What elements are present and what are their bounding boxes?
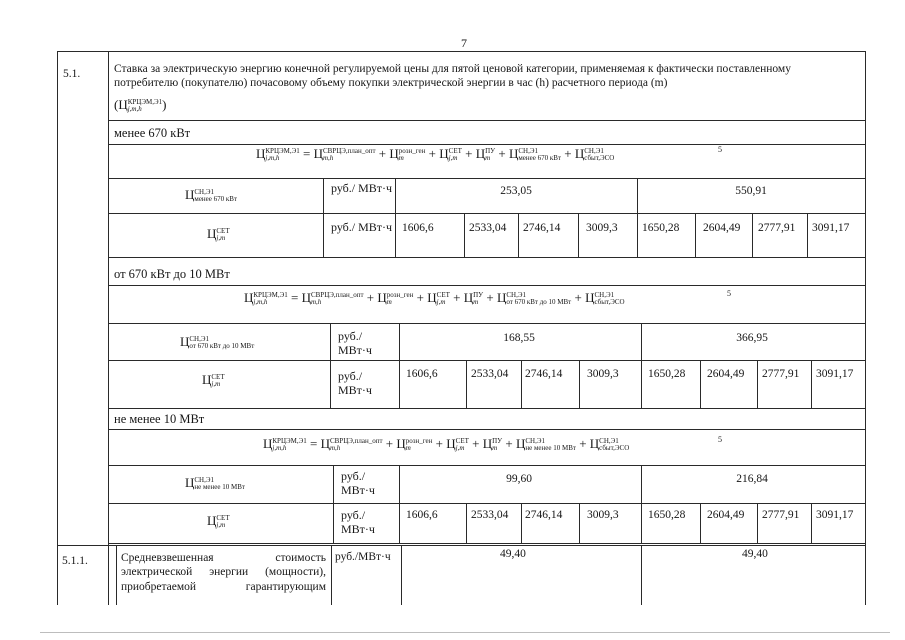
band-1-t1-sub: m,h [322,154,334,163]
band-2-formula [244,291,625,306]
band2-c4 [579,360,580,408]
subsection-text-divider [116,545,117,605]
band-3-formula-note: 5 [718,435,722,444]
band2-title-bottom [108,285,865,286]
subsection-description [121,551,326,594]
band-3-set-value: 2604,49 [707,509,745,521]
band-1-cn-index [194,189,237,203]
band-3-t5-sub: не менее 10 МВт [525,444,576,453]
title-symbol-sub: j,m,h [127,105,142,114]
band-3-plus5: + Ц [575,436,600,451]
band-1-lhs-index [265,148,299,162]
band-3-cn-symbol [185,476,245,491]
page-bottom-edge [40,632,890,633]
band-3-set-value: 2533,04 [471,509,509,521]
subsection-word: электрической [121,566,193,579]
section-bottom-border [57,545,865,546]
subsection-half-divider [641,545,642,605]
band-3-t4-index [492,438,502,452]
band3-formula-bottom [108,465,865,466]
band1-half-divider [637,178,638,257]
band-3-cn-value-right: 216,84 [736,473,768,485]
band1-row2-bottom [108,257,865,258]
subsection-word: стоимость [275,552,326,564]
band-1-set-value: 3091,17 [812,222,850,234]
section-number: 5.1. [63,68,81,80]
band-2-t4-sup: ПУ [473,291,484,300]
band-2-set-value: 3091,17 [816,368,854,380]
band-2-t6-index [594,292,624,306]
band1-title-bottom [108,144,865,145]
band-3-set-index [216,515,229,529]
band-2-t3-index [437,292,450,306]
band-2-t1-sub: m,h [310,298,322,307]
band-1-t6-sup: СН,Э1 [584,147,604,156]
band-2-cn-symbol [180,335,254,350]
band-1-set-value: 1606,6 [402,222,434,234]
subsection-label-divider [331,545,332,605]
band-1-set-sub: j,m [216,234,226,243]
subsection-value-right: 49,40 [742,548,768,560]
band-2-plus5: + Ц [571,290,595,305]
band-3-t4-sup: ПУ [492,437,503,446]
band-1-lhs-sup: КРЦЭМ,Э1 [265,147,300,156]
band-3-plus2: + Ц [432,436,456,451]
subsection-word: гарантирующим [245,580,326,593]
band-1-t5-sub: менее 670 кВт [518,154,562,163]
section-title-symbol: (Ц КРЦЭМ,Э1 j,m,h ) [114,97,167,114]
band2-row2-bottom [108,408,865,409]
band-2-t3-sup: СЕТ [436,291,450,300]
subsection-line [121,551,326,565]
table-top-border [57,51,865,52]
band-2-t5-index [506,292,571,306]
band-3-cn-unit: руб./ МВт·ч [341,469,375,497]
band3-label-divider [333,465,334,543]
band-1-set-value: 2746,14 [523,222,561,234]
band-3-set-sub: j,m [216,521,226,530]
band3-row2-bottom [108,543,865,544]
band-2-formula-note: 5 [727,289,731,298]
band-2-set-sup: СЕТ [211,373,225,382]
band3-row1-bottom [108,503,865,504]
subsection-line [121,565,326,579]
subsection-line [121,580,326,594]
band-3-lhs-sub: j,m,h [272,444,287,453]
band-2-set-value: 3009,3 [587,368,619,380]
band-1-set-value: 2604,49 [703,222,741,234]
band-2-t6-sup: СН,Э1 [594,291,615,300]
band-2-t3-sub: j,m [436,298,446,307]
page-number: 7 [461,36,467,50]
band-1-t6-index [584,148,614,162]
subsection-word: энергии [209,566,249,579]
band-3-t4-sub: m [492,444,498,453]
band-3-formula [263,437,629,452]
band3-c7 [757,503,758,543]
band-2-cn-index [189,336,254,350]
band-1-plus2: + Ц [425,146,449,161]
section-title-bottom [108,120,865,121]
band-3-set-base: Ц [207,513,217,528]
band-2-cn-value-left: 168,55 [503,332,535,344]
band1-c8 [807,213,808,257]
band-3-set-value: 3091,17 [816,509,854,521]
band-1-formula [256,147,614,162]
band-1-cn-sub: менее 670 кВт [194,195,238,204]
band3-c2 [466,503,467,543]
band-2-plus4: + Ц [483,290,507,305]
band-3-t2-sub: m [405,444,411,453]
band1-c4 [578,213,579,257]
band-1-set-index [216,228,229,242]
band1-formula-bottom [108,178,865,179]
band1-c2 [464,213,465,257]
band-3-plus3: + Ц [468,436,493,451]
band3-title-bottom [108,429,865,430]
band-3-eq: = Ц [306,436,330,451]
subsection-word: Средневзвешенная [121,552,214,564]
title-symbol-sup: КРЦЭМ,Э1 [127,98,163,107]
band-1-set-value: 3009,3 [586,222,618,234]
band3-half-divider [641,465,642,543]
subsection-word: приобретаемой [121,580,197,593]
band-2-t1-index [311,292,364,306]
band-1-t4-sub: m [485,154,491,163]
band-3-cn-index [194,477,245,491]
band-3-title: не менее 10 МВт [114,412,205,426]
band-1-t5-sup: СН,Э1 [518,147,538,156]
band-1-formula-note: 5 [718,145,722,154]
band-1-t3-index [449,148,462,162]
band-3-set-value: 1606,6 [406,509,438,521]
band-1-t2-sub: m [398,154,404,163]
subsection-word: (мощности), [265,566,326,579]
band-1-plus4: + Ц [495,146,519,161]
band-1-cn-symbol [185,188,237,203]
band-1-set-value: 2533,04 [469,222,507,234]
band-2-cn-sub: от 670 кВт до 10 МВт [189,342,255,351]
band-3-set-value: 3009,3 [587,509,619,521]
band-1-t1-sup: СВРЦЭ,план_опт [322,147,376,156]
band-1-set-value: 1650,28 [642,222,680,234]
band-3-formula-lhs: Ц [263,436,273,451]
section-title: Ставка за электрическую энергию конечной регулируемой цены для пятой ценовой категории, применяемая к фактически поставленному потребителю (покупателю) почасовому объему покупки электрической энергии в час (h) расчетного периода (m) [114,63,791,89]
band1-label-divider [323,178,324,257]
band-2-lhs-index [253,292,287,306]
band-3-cn-sub: не менее 10 МВт [194,483,245,492]
band-2-plus1: + Ц [363,290,387,305]
band-1-plus5: + Ц [561,146,585,161]
band-1-t3-sup: СЕТ [448,147,462,156]
band-2-cn-unit: руб./ МВт·ч [338,329,372,357]
band-1-cn-value-left: 253,05 [500,185,532,197]
table-right-border [865,51,866,605]
band-1-cn-value-right: 550,91 [735,185,767,197]
band-2-plus2: + Ц [413,290,437,305]
subsection-value-left: 49,40 [500,548,526,560]
band-2-t2-index [387,292,414,306]
band-1-lhs-sub: j,m,h [265,154,280,163]
band-2-set-symbol [202,373,225,388]
band-2-t6-sub: сбыт,ЭСО [594,298,625,307]
band1-unit-divider [395,178,396,257]
band-2-t4-index [473,292,483,306]
band-2-set-unit: руб./ МВт·ч [338,369,372,397]
band-3-cn-base: Ц [185,475,195,490]
band1-c7 [752,213,753,257]
band-2-set-sub: j,m [211,380,221,389]
band-2-t2-sup: розн_ген [386,291,414,300]
band-3-t2-sup: розн_ген [405,437,433,446]
band3-c4 [579,503,580,543]
band-3-t5-sup: СН,Э1 [525,437,545,446]
band-1-t6-sub: сбыт,ЭСО [584,154,615,163]
band2-c7 [757,360,758,408]
band-2-set-value: 2777,91 [762,368,800,380]
band-3-lhs-index [272,438,306,452]
band-3-lhs-sup: КРЦЭМ,Э1 [272,437,307,446]
band-3-t5-index [525,438,576,452]
band-1-t3-sub: j,m [448,154,458,163]
band-2-t1-sup: СВРЦЭ,план_опт [310,291,364,300]
subsection-unit: руб./МВт·ч [335,551,391,563]
band-3-set-unit: руб./ МВт·ч [341,508,375,536]
band-2-eq: = Ц [287,290,311,305]
band-2-title: от 670 кВт до 10 МВт [114,267,230,281]
band-1-set-symbol [207,227,230,242]
band-2-set-value: 1606,6 [406,368,438,380]
band-3-t1-sub: m,h [329,444,341,453]
band-1-t4-sup: ПУ [485,147,496,156]
band-1-set-value: 2777,91 [758,222,796,234]
band2-label-divider [330,323,331,408]
band-2-cn-base: Ц [180,334,190,349]
band-2-set-value: 2604,49 [707,368,745,380]
band-3-plus4: + Ц [502,436,526,451]
band3-c8 [811,503,812,543]
band-1-title: менее 670 кВт [114,126,191,140]
band-2-set-index [211,374,224,388]
band-2-t5-sub: от 670 кВт до 10 МВт [506,298,572,307]
band-3-set-value: 1650,28 [648,509,686,521]
band2-c3 [521,360,522,408]
band-1-formula-lhs: Ц [256,146,266,161]
band-2-plus3: + Ц [449,290,474,305]
band-1-set-base: Ц [207,226,217,241]
band2-half-divider [641,323,642,408]
band-2-set-value: 2533,04 [471,368,509,380]
band-3-set-symbol [207,514,230,529]
band-3-t1-index [330,438,383,452]
band3-unit-divider [399,465,400,543]
band3-c3 [521,503,522,543]
band-1-set-unit: руб./ МВт·ч [331,220,393,234]
band2-formula-bottom [108,323,865,324]
band-1-set-sup: СЕТ [216,227,230,236]
band2-c8 [811,360,812,408]
band-1-t1-index [323,148,376,162]
band-2-formula-lhs: Ц [244,290,254,305]
band-2-lhs-sup: КРЦЭМ,Э1 [253,291,288,300]
band-3-t6-sub: сбыт,ЭСО [599,444,630,453]
band-3-t3-index [456,438,469,452]
band-2-set-value: 2746,14 [525,368,563,380]
band-2-set-value: 1650,28 [648,368,686,380]
band-3-cn-sup: СН,Э1 [194,476,214,485]
band-1-cn-unit: руб./ МВт·ч [331,181,393,195]
band1-c3 [518,213,519,257]
table-left-border [57,51,58,605]
band-2-set-base: Ц [202,372,212,387]
band2-unit-divider [399,323,400,408]
band-2-t5-sup: СН,Э1 [506,291,526,300]
band-1-cn-base: Ц [185,187,195,202]
band-3-set-value: 2777,91 [762,509,800,521]
band-2-lhs-sub: j,m,h [253,298,268,307]
band-3-t1-sup: СВРЦЭ,план_опт [329,437,383,446]
band-3-t6-sup: СН,Э1 [599,437,619,446]
band1-c6 [695,213,696,257]
band-3-t2-index [406,438,433,452]
band-2-t4-sub: m [473,298,479,307]
band-3-t3-sup: СЕТ [455,437,469,446]
band3-c6 [700,503,701,543]
band-1-t2-sup: розн_ген [398,147,426,156]
band-3-cn-value-left: 99,60 [506,473,532,485]
title-symbol-base: Ц [118,97,128,112]
band2-row1-bottom [108,360,865,361]
band-1-cn-sup: СН,Э1 [194,188,214,197]
band-2-cn-value-right: 366,95 [736,332,768,344]
band2-c6 [700,360,701,408]
band-1-t4-index [485,148,495,162]
band-3-plus1: + Ц [382,436,406,451]
band-3-set-value: 2746,14 [525,509,563,521]
number-column-divider [108,51,109,605]
band-3-set-sup: СЕТ [216,514,230,523]
band-3-t6-index [599,438,629,452]
band-3-t3-sub: j,m [455,444,465,453]
band-1-t2-index [399,148,426,162]
subsection-lines [121,551,326,594]
subsection-unit-divider [401,545,402,605]
band-2-cn-sup: СН,Э1 [189,335,209,344]
band-1-plus3: + Ц [461,146,486,161]
subsection-number: 5.1.1. [62,555,88,567]
band2-c2 [466,360,467,408]
band-1-eq: = Ц [299,146,323,161]
band-1-t5-index [518,148,561,162]
band-2-t2-sub: m [386,298,392,307]
band-1-plus1: + Ц [375,146,399,161]
